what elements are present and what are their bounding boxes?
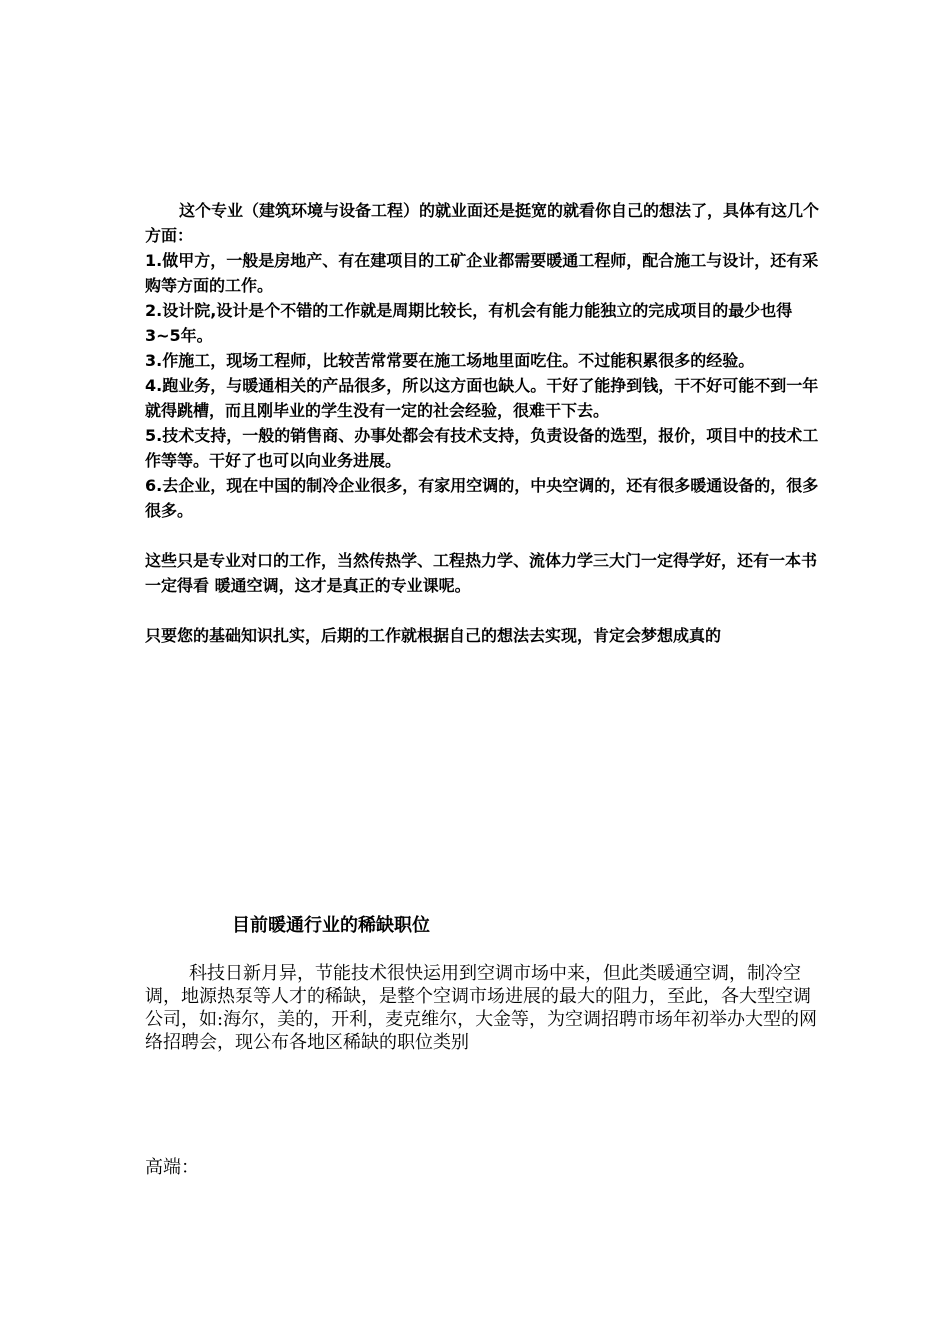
intro-paragraph: 这个专业（建筑环境与设备工程）的就业面还是挺宽的就看你自己的想法了，具体有这几个方面： [145, 201, 820, 245]
section-body-paragraph: 科技日新月异，节能技术很快运用到空调市场中来，但此类暖通空调，制冷空调，地源热泵等人才的稀缺，是整个空调市场进展的最大的阻力，至此，各大型空调公司，如:海尔，美的，开利，麦克维尔，大金等，为空调招聘市场年初举办大型的网络招聘会，现公布各地区稀缺的职位类别 [145, 963, 818, 1053]
list-item-2: 2.设计院,设计是个不错的工作就是周期比较长，有机会有能力能独立的完成项目的最少也得3~5年。 [145, 301, 793, 345]
list-item-6: 6.去企业，现在中国的制冷企业很多，有家用空调的，中央空调的，还有很多暖通设备的，很多很多。 [145, 476, 819, 520]
section-title: 目前暖通行业的稀缺职位 [232, 915, 430, 936]
career-advice-section [145, 198, 825, 648]
list-item-3: 3.作施工，现场工程师，比较苦常常要在施工场地里面吃住。不过能积累很多的经验。 [145, 351, 755, 370]
closing-paragraph-1: 这些只是专业对口的工作，当然传热学、工程热力学、流体力学三大门一定得学好，还有一本书一定得看 暖通空调，这才是真正的专业课呢。 [145, 551, 818, 595]
list-item-1: 1.做甲方，一般是房地产、有在建项目的工矿企业都需要暖通工程师，配合施工与设计，还有采购等方面的工作。 [145, 251, 819, 295]
list-item-5: 5.技术支持，一般的销售商、办事处都会有技术支持，负责设备的选型，报价，项目中的技术工作等等。干好了也可以向业务进展。 [145, 426, 819, 470]
list-item-4: 4.跑业务，与暖通相关的产品很多，所以这方面也缺人。干好了能挣到钱，干不好可能不到一年就得跳槽，而且刚毕业的学生没有一定的社会经验，很难干下去。 [145, 376, 819, 420]
high-end-label: 高端： [145, 1157, 199, 1178]
closing-paragraph-2: 只要您的基础知识扎实，后期的工作就根据自己的想法去实现，肯定会梦想成真的 [145, 626, 722, 645]
